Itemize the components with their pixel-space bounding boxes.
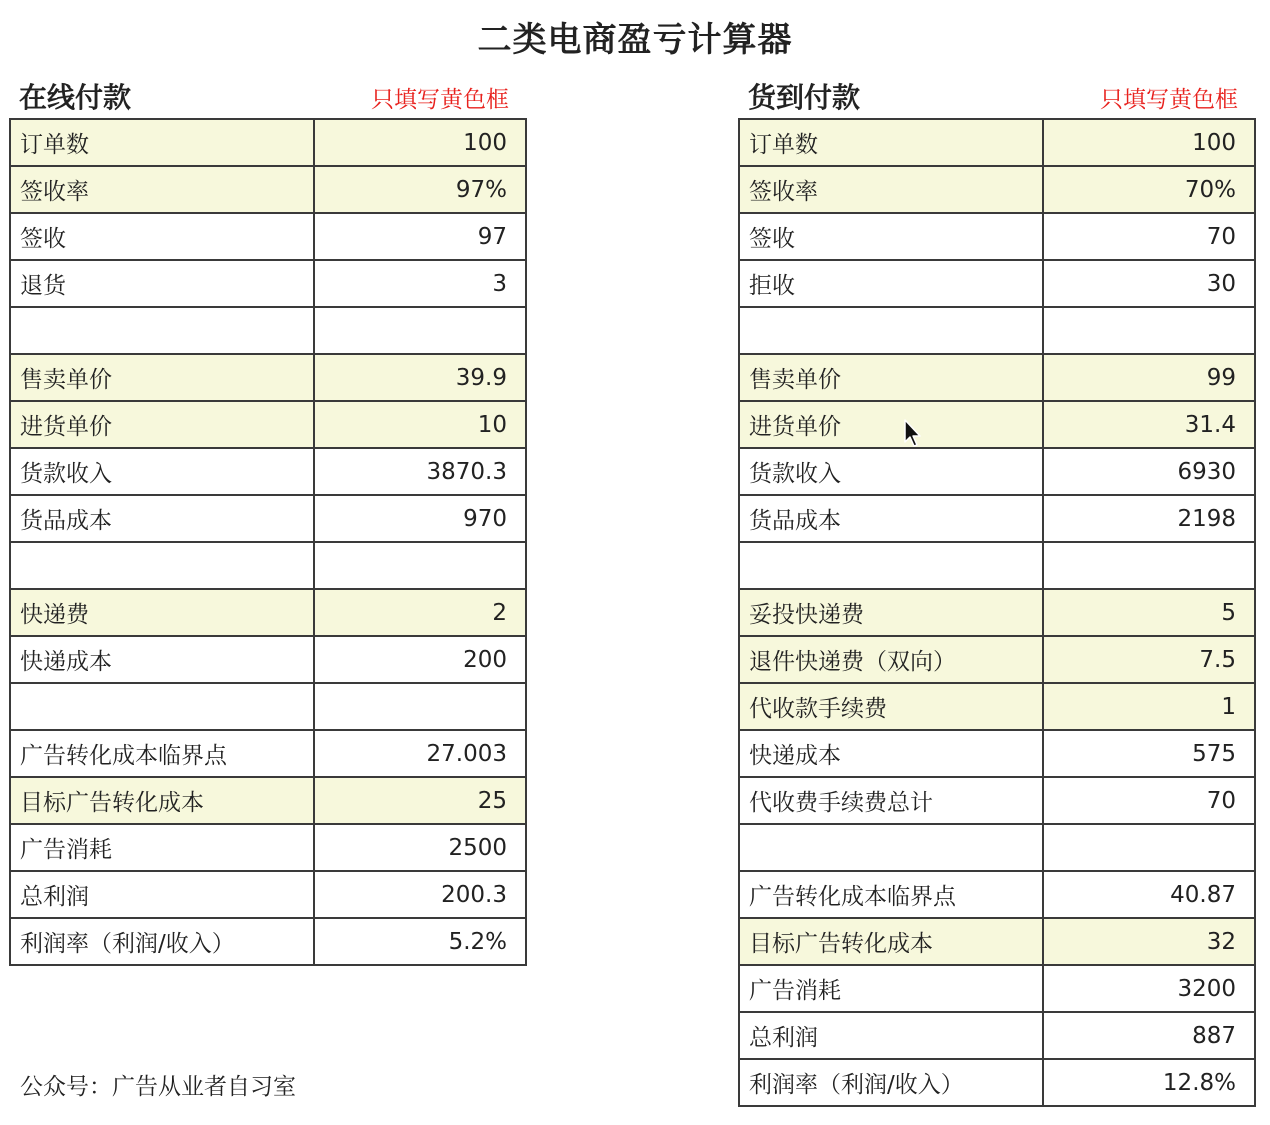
online-payment-section <box>9 72 527 966</box>
table-row <box>739 354 1255 401</box>
table-row <box>10 307 526 354</box>
row-label: 快递成本 <box>739 730 1043 777</box>
input-cell[interactable]: 2 <box>314 589 526 636</box>
table-row <box>739 636 1255 683</box>
value-cell <box>314 683 526 730</box>
table-row <box>739 1012 1255 1059</box>
row-label: 妥投快递费 <box>739 589 1043 636</box>
value-cell: 3 <box>314 260 526 307</box>
row-label: 拒收 <box>739 260 1043 307</box>
page-title: 二类电商盈亏计算器 <box>477 20 793 60</box>
value-cell: 887 <box>1043 1012 1255 1059</box>
table-row <box>10 683 526 730</box>
row-label: 货款收入 <box>10 448 314 495</box>
cod-section <box>738 72 1256 1107</box>
table-row <box>739 448 1255 495</box>
row-label: 快递成本 <box>10 636 314 683</box>
table-row <box>739 119 1255 166</box>
value-cell: 6930 <box>1043 448 1255 495</box>
table-row <box>739 307 1255 354</box>
value-cell <box>1043 307 1255 354</box>
table-row <box>739 401 1255 448</box>
input-cell[interactable]: 10 <box>314 401 526 448</box>
table-row <box>739 730 1255 777</box>
row-label: 货品成本 <box>10 495 314 542</box>
row-label: 退货 <box>10 260 314 307</box>
table-row <box>10 213 526 260</box>
value-cell: 3200 <box>1043 965 1255 1012</box>
value-cell: 97 <box>314 213 526 260</box>
online-payment-header <box>9 72 527 118</box>
table-row <box>739 260 1255 307</box>
input-cell[interactable]: 100 <box>314 119 526 166</box>
input-cell[interactable]: 1 <box>1043 683 1255 730</box>
table-row <box>739 918 1255 965</box>
cod-fill-hint: 只填写黄色框 <box>1100 87 1238 113</box>
table-row <box>10 871 526 918</box>
row-label: 总利润 <box>739 1012 1043 1059</box>
cod-heading: 货到付款 <box>748 81 861 114</box>
table-row <box>739 589 1255 636</box>
value-cell <box>314 307 526 354</box>
value-cell <box>314 542 526 589</box>
row-label: 签收率 <box>10 166 314 213</box>
value-cell: 30 <box>1043 260 1255 307</box>
cod-table <box>738 118 1256 1107</box>
value-cell <box>1043 542 1255 589</box>
cod-rows <box>739 119 1255 1106</box>
row-label: 售卖单价 <box>739 354 1043 401</box>
table-row <box>10 824 526 871</box>
table-row <box>739 1059 1255 1106</box>
table-row <box>739 683 1255 730</box>
input-cell[interactable]: 5 <box>1043 589 1255 636</box>
row-label: 快递费 <box>10 589 314 636</box>
value-cell: 575 <box>1043 730 1255 777</box>
table-row <box>739 824 1255 871</box>
table-row <box>10 777 526 824</box>
value-cell: 970 <box>314 495 526 542</box>
row-label: 目标广告转化成本 <box>10 777 314 824</box>
table-row <box>739 542 1255 589</box>
row-label: 利润率（利润/收入） <box>739 1059 1043 1106</box>
table-row <box>10 401 526 448</box>
row-label: 货品成本 <box>739 495 1043 542</box>
value-cell: 2500 <box>314 824 526 871</box>
input-cell[interactable]: 25 <box>314 777 526 824</box>
row-label: 订单数 <box>10 119 314 166</box>
value-cell: 12.8% <box>1043 1059 1255 1106</box>
input-cell[interactable]: 97% <box>314 166 526 213</box>
input-cell[interactable]: 100 <box>1043 119 1255 166</box>
table-row <box>739 777 1255 824</box>
value-cell: 200 <box>314 636 526 683</box>
row-label: 订单数 <box>739 119 1043 166</box>
table-row <box>739 495 1255 542</box>
table-row <box>10 166 526 213</box>
value-cell: 3870.3 <box>314 448 526 495</box>
cod-header <box>738 72 1256 118</box>
value-cell: 200.3 <box>314 871 526 918</box>
row-label <box>739 824 1043 871</box>
row-label: 广告消耗 <box>10 824 314 871</box>
row-label: 利润率（利润/收入） <box>10 918 314 965</box>
row-label <box>739 542 1043 589</box>
input-cell[interactable]: 99 <box>1043 354 1255 401</box>
table-row <box>10 354 526 401</box>
table-row <box>10 495 526 542</box>
row-label: 广告转化成本临界点 <box>739 871 1043 918</box>
value-cell: 70 <box>1043 777 1255 824</box>
value-cell: 2198 <box>1043 495 1255 542</box>
input-cell[interactable]: 39.9 <box>314 354 526 401</box>
table-row <box>739 166 1255 213</box>
row-label <box>10 683 314 730</box>
row-label: 代收款手续费 <box>739 683 1043 730</box>
row-label: 总利润 <box>10 871 314 918</box>
online-payment-rows <box>10 119 526 965</box>
row-label <box>10 542 314 589</box>
table-row <box>10 730 526 777</box>
online-fill-hint: 只填写黄色框 <box>371 87 509 113</box>
row-label: 进货单价 <box>10 401 314 448</box>
row-label: 进货单价 <box>739 401 1043 448</box>
table-row <box>10 542 526 589</box>
row-label <box>10 307 314 354</box>
table-row <box>10 119 526 166</box>
row-label: 售卖单价 <box>10 354 314 401</box>
row-label: 签收 <box>739 213 1043 260</box>
row-label <box>739 307 1043 354</box>
value-cell: 70 <box>1043 213 1255 260</box>
row-label: 代收费手续费总计 <box>739 777 1043 824</box>
row-label: 货款收入 <box>739 448 1043 495</box>
row-label: 签收 <box>10 213 314 260</box>
row-label: 目标广告转化成本 <box>739 918 1043 965</box>
table-row <box>10 918 526 965</box>
table-row <box>739 965 1255 1012</box>
table-row <box>10 636 526 683</box>
online-payment-table <box>9 118 527 966</box>
table-row <box>10 448 526 495</box>
input-cell[interactable]: 31.4 <box>1043 401 1255 448</box>
footer-credit: 公众号：广告从业者自习室 <box>20 1074 296 1100</box>
value-cell: 40.87 <box>1043 871 1255 918</box>
mouse-pointer-icon <box>903 418 923 448</box>
input-cell[interactable]: 7.5 <box>1043 636 1255 683</box>
table-row <box>739 213 1255 260</box>
online-payment-heading: 在线付款 <box>19 81 132 114</box>
value-cell <box>1043 824 1255 871</box>
row-label: 退件快递费（双向） <box>739 636 1043 683</box>
row-label: 广告转化成本临界点 <box>10 730 314 777</box>
row-label: 广告消耗 <box>739 965 1043 1012</box>
row-label: 签收率 <box>739 166 1043 213</box>
input-cell[interactable]: 32 <box>1043 918 1255 965</box>
table-row <box>10 260 526 307</box>
table-row <box>739 871 1255 918</box>
table-row <box>10 589 526 636</box>
value-cell: 5.2% <box>314 918 526 965</box>
value-cell: 27.003 <box>314 730 526 777</box>
input-cell[interactable]: 70% <box>1043 166 1255 213</box>
